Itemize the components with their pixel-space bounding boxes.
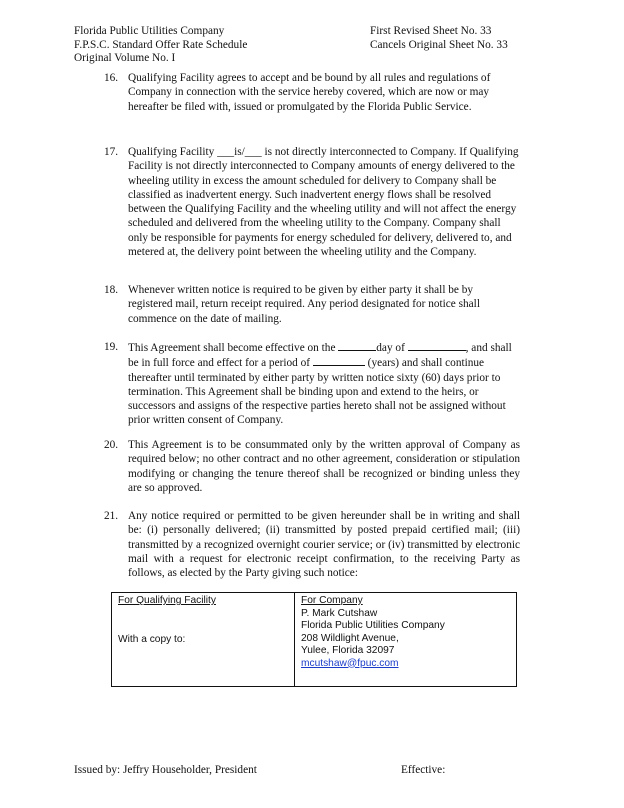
clause-number: 19. bbox=[104, 341, 119, 353]
header-company-name: Florida Public Utilities Company bbox=[74, 25, 225, 37]
qualifying-facility-heading: For Qualifying Facility bbox=[118, 595, 216, 606]
company-cell bbox=[295, 593, 517, 687]
clause-text-part: is not directly interconnected to Company. If Qualifying Facility is not directly interconnected to Company amounts of energy delivered to the wheeling utility in excess the amount scheduled for delivery to Company shall be classified as inadvertent energy. Such inadvertent energy flows shall be resolved between the Qualifying Facility and the wheeling utility and will not affect the energy scheduled and delivered from the wheeling utility to the Company. Company shall only be responsible for payments for energy scheduled for delivery, delivered to, and metered at, the delivery point between the wheeling utility and the Company. bbox=[128, 146, 519, 259]
effective-month-blank[interactable] bbox=[408, 340, 466, 351]
company-city: Yulee, Florida 32097 bbox=[301, 645, 395, 656]
clause-number: 17. bbox=[104, 146, 119, 158]
qualifying-facility-cell bbox=[112, 593, 295, 687]
company-street: 208 Wildlight Avenue, bbox=[301, 632, 399, 644]
term-years-blank[interactable] bbox=[313, 355, 365, 366]
clause-text: Any notice required or permitted to be given hereunder shall be in writing and shall be: (i) personally delivered; (ii) transmitted by posted prepaid certified mail; (iii) transmitted by a recognized overnight courier service; or (iv) transmitted by electronic mail with a request for electronic receipt confirmation, to the receiving Party as follows, as elected by the Party giving such notice: bbox=[128, 510, 520, 580]
footer-effective: Effective: bbox=[401, 764, 446, 776]
clause-text bbox=[128, 340, 520, 428]
effective-day-blank[interactable] bbox=[338, 340, 376, 351]
header-volume: Original Volume No. I bbox=[74, 52, 176, 64]
header-left bbox=[74, 25, 247, 66]
clause-17 bbox=[104, 145, 520, 259]
clause-text-part: , and shall be in full force and effect for a period of bbox=[128, 342, 512, 370]
clause-text-part: day of bbox=[376, 342, 408, 354]
company-name: Florida Public Utilities Company bbox=[301, 620, 445, 631]
clause-text: This Agreement is to be consummated only by the written approval of Company as required below; no other contract and no other agreement, consideration or stipulation modifying or changing the tenure thereof shall be recognized or binding unless they are so approved. bbox=[128, 439, 520, 494]
copy-to-label: With a copy to: bbox=[118, 633, 186, 645]
header-cancels-sheet: Cancels Original Sheet No. 33 bbox=[370, 38, 508, 51]
header-rate-schedule: F.P.S.C. Standard Offer Rate Schedule bbox=[74, 38, 248, 51]
clause-21 bbox=[104, 509, 520, 580]
clause-text: Whenever written notice is required to be given by either party it shall be by registered mail, return receipt required. Any period designated for notice shall commence on the date of mailing. bbox=[128, 284, 480, 325]
interconnection-blank-1: ___ bbox=[217, 146, 235, 158]
clause-18 bbox=[104, 283, 520, 326]
clause-20 bbox=[104, 438, 520, 495]
company-contact-name: P. Mark Cutshaw bbox=[301, 607, 378, 619]
clause-19 bbox=[104, 340, 520, 428]
clause-text-part: is/ bbox=[234, 146, 245, 158]
company-email-link[interactable]: mcutshaw@fpuc.com bbox=[301, 657, 399, 669]
clause-16 bbox=[104, 71, 520, 114]
clause-text-part: (years) and shall continue thereafter until terminated by either party by written notice sixty (60) days prior to termination. This Agreement shall be binding upon and extend to the heirs, or successors and assigns of the respective parties hereto shall not be assigned without prior written consent of Company. bbox=[128, 357, 506, 427]
clause-text-part: Qualifying Facility bbox=[128, 146, 218, 158]
clause-text: Qualifying Facility agrees to accept and be bound by all rules and regulations of Company in connection with the service hereby covered, which are now or may hereafter be filed with, issued or promulgated by the Florida Public Service. bbox=[128, 72, 491, 113]
company-heading: For Company bbox=[301, 595, 363, 606]
clause-number: 20. bbox=[104, 439, 119, 451]
notice-address-table bbox=[111, 592, 517, 687]
clause-number: 18. bbox=[104, 284, 119, 296]
interconnection-blank-2: ___ bbox=[244, 146, 262, 158]
clause-number: 21. bbox=[104, 510, 119, 522]
header-sheet-number: First Revised Sheet No. 33 bbox=[370, 25, 492, 37]
footer-issued-by: Issued by: Jeffry Householder, President bbox=[74, 764, 257, 776]
clause-text bbox=[128, 145, 520, 259]
clause-number: 16. bbox=[104, 72, 119, 84]
header-right bbox=[370, 25, 508, 52]
clause-text-part: This Agreement shall become effective on the bbox=[128, 342, 339, 354]
